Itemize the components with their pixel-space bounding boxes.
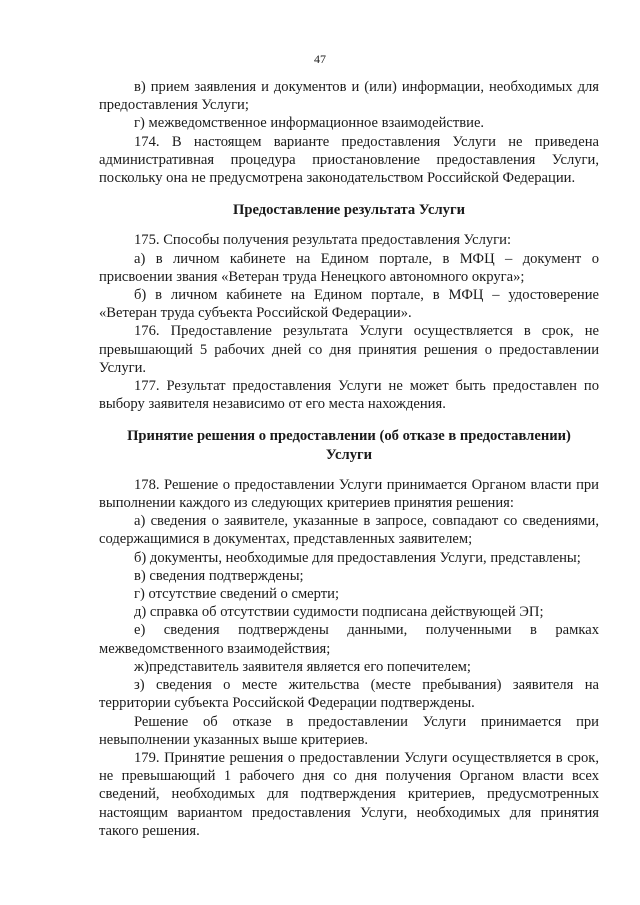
paragraph: 177. Результат предоставления Услуги не может быть предоставлен по выбору заявителя независимо от его места нахождения.	[99, 378, 599, 413]
paragraph: Решение об отказе в предоставлении Услуги принимается при невыполнении указанных выше критериев.	[99, 713, 599, 748]
paragraph: в) сведения подтверждены;	[134, 567, 304, 584]
paragraph: 174. В настоящем варианте предоставления Услуги не приведена административная процедура приостановление предоставления Услуги, поскольку она не предусмотрена законодательством Российской Федерации.	[99, 133, 599, 187]
paragraph: б) документы, необходимые для предоставления Услуги, представлены;	[134, 549, 581, 566]
paragraph: 175. Способы получения результата предоставления Услуги:	[134, 232, 512, 249]
paragraph: 179. Принятие решения о предоставлении Услуги осуществляется в срок, не превышающий 1 рабочего дня со дня получения Органом власти всех сведений, необходимых для подтверждения критериев, предусмотренных настоящим вариантом предоставления Услуги, необходимых для принятия такого решения.	[99, 749, 599, 839]
paragraph: з) сведения о месте жительства (месте пребывания) заявителя на территории субъекта Российской Федерации подтверждены.	[99, 677, 599, 712]
paragraph: 178. Решение о предоставлении Услуги принимается Органом власти при выполнении каждого из следующих критериев принятия решения:	[99, 476, 599, 512]
paragraph: г) межведомственное информационное взаимодействие.	[134, 115, 485, 132]
paragraph: 176. Предоставление результата Услуги осуществляется в срок, не превышающий 5 рабочих дней со дня принятия решения о предоставлении Услуги.	[99, 323, 599, 376]
paragraph: д) справка об отсутствии судимости подписана действующей ЭП;	[134, 604, 544, 621]
section-heading: Принятие решения о предоставлении (об отказе в предоставлении) Услуги	[127, 428, 571, 463]
paragraph: г) отсутствие сведений о смерти;	[134, 586, 340, 603]
paragraph: ж)представитель заявителя является его попечителем;	[134, 658, 471, 675]
page-number: 47	[314, 52, 326, 66]
paragraph: в) прием заявления и документов и (или) информации, необходимых для предоставления Услуги;	[99, 79, 599, 114]
paragraph: е) сведения подтверждены данными, полученными в рамках межведомственного взаимодействия;	[99, 622, 599, 657]
paragraph: а) в личном кабинете на Едином портале, в МФЦ – документ о присвоении звания «Ветеран труда Ненецкого автономного округа»;	[99, 250, 599, 285]
document-body	[99, 78, 599, 840]
paragraph: б) в личном кабинете на Едином портале, в МФЦ – удостоверение «Ветеран труда субъекта Российской Федерации».	[99, 287, 599, 322]
paragraph: а) сведения о заявителе, указанные в запросе, совпадают со сведениями, содержащимися в документах, представленных заявителем;	[99, 513, 599, 548]
section-heading: Предоставление результата Услуги	[233, 202, 465, 219]
